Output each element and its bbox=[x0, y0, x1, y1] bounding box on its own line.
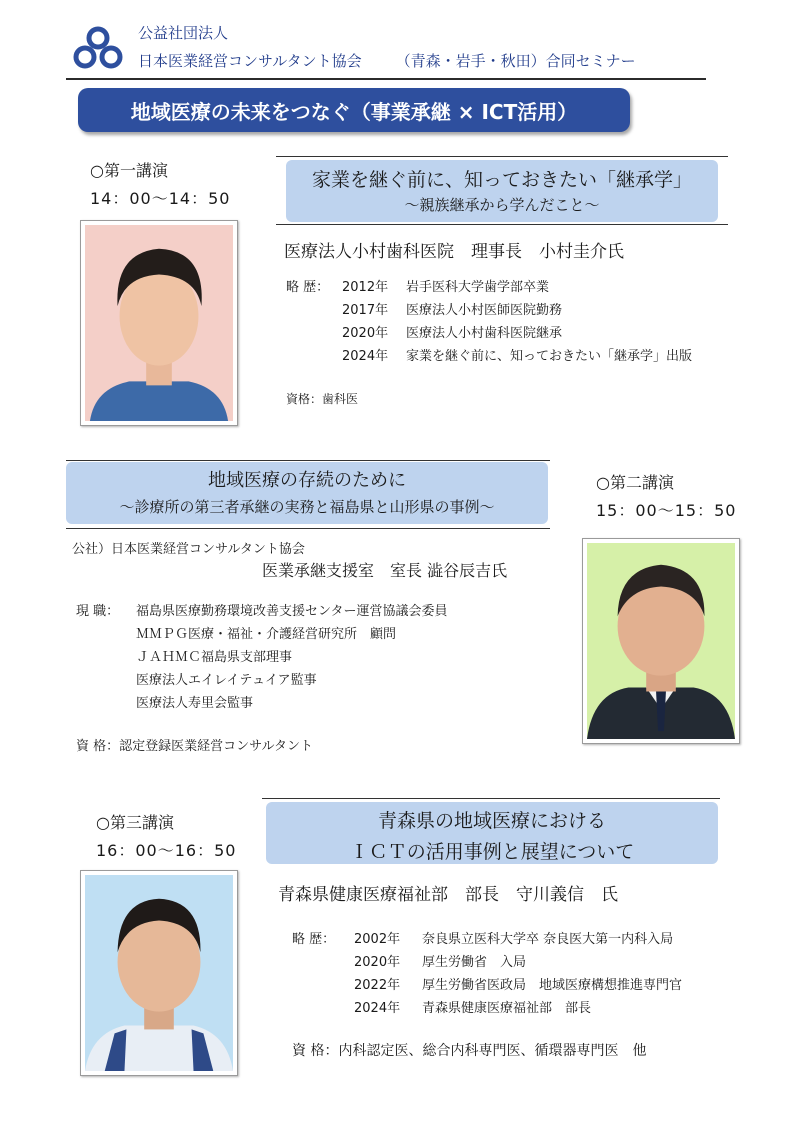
lecture2-topic-box bbox=[66, 462, 548, 524]
lecture2-speaker: 医業承継支援室 室長 澁谷辰吉氏 bbox=[262, 561, 508, 580]
career-item bbox=[76, 690, 447, 713]
lecture2-career bbox=[76, 598, 447, 713]
career-year: 2020年 bbox=[354, 955, 401, 970]
career-item bbox=[76, 644, 447, 667]
career-label: 略 歴： bbox=[292, 932, 336, 947]
career-year: 2020年 bbox=[342, 326, 389, 341]
career-item bbox=[76, 667, 447, 690]
career-item bbox=[292, 926, 682, 949]
lecture1-title: 家業を継ぐ前に、知っておきたい「継承学」 bbox=[311, 169, 692, 191]
career-label: 略 歴： bbox=[286, 280, 330, 295]
career-text: 厚生労働省 入局 bbox=[422, 955, 527, 970]
lecture1-time: 14：00〜14：50 bbox=[90, 189, 231, 208]
lecture3-speaker: 青森県健康医療福祉部 部長 守川義信 氏 bbox=[278, 885, 618, 905]
lecture2-subtitle: 〜診療所の第三者承継の実務と福島県と山形県の事例〜 bbox=[119, 498, 495, 516]
lecture2-qualification: 資 格：認定登録医業経営コンサルタント bbox=[76, 739, 313, 754]
career-item bbox=[292, 995, 682, 1018]
career-item bbox=[286, 320, 692, 343]
career-text: ＭＭＰＧ医療・福祉・介護経営研究所 顧問 bbox=[136, 627, 397, 642]
career-year: 2024年 bbox=[354, 1001, 401, 1016]
career-text: 医療法人寿里会監事 bbox=[136, 696, 254, 711]
career-label: 現 職： bbox=[76, 604, 120, 619]
lecture3-top-rule bbox=[262, 798, 720, 799]
career-text: 厚生労働省医政局 地域医療構想推進専門官 bbox=[422, 978, 683, 993]
lecture2-bottom-rule bbox=[66, 528, 550, 529]
lecture1-topic-box bbox=[286, 160, 718, 222]
header-divider bbox=[66, 78, 706, 80]
career-year: 2022年 bbox=[354, 978, 401, 993]
career-item bbox=[286, 343, 692, 366]
lecture1-career bbox=[286, 274, 692, 366]
org-name: 日本医業経営コンサルタント協会 bbox=[138, 52, 362, 70]
lecture3-topic-box bbox=[266, 802, 718, 864]
career-year: 2012年 bbox=[342, 280, 389, 295]
org-name-line bbox=[138, 50, 636, 71]
speaker1-photo bbox=[80, 220, 238, 426]
lecture3-title: 青森県の地域医療における bbox=[377, 810, 606, 832]
career-item bbox=[76, 621, 447, 644]
career-text: 家業を継ぐ前に、知っておきたい「継承学」出版 bbox=[406, 349, 693, 364]
main-title: 地域医療の未来をつなぐ（事業承継 × ICT活用） bbox=[78, 88, 630, 132]
lecture3-time: 16：00〜16：50 bbox=[96, 841, 237, 860]
lecture2-label: ○第二講演 bbox=[596, 473, 674, 492]
career-item bbox=[292, 972, 682, 995]
lecture3-subtitle: ＩＣＴの活用事例と展望について bbox=[349, 841, 635, 863]
career-text: 岩手医科大学歯学部卒業 bbox=[406, 280, 550, 295]
lecture1-bottom-rule bbox=[276, 224, 728, 225]
lecture3-label: ○第三講演 bbox=[96, 813, 174, 832]
association-logo-icon bbox=[72, 26, 124, 70]
career-item bbox=[286, 297, 692, 320]
career-year: 2017年 bbox=[342, 303, 389, 318]
lecture1-speaker: 医療法人小村歯科医院 理事長 小村圭介氏 bbox=[284, 242, 624, 262]
career-year: 2024年 bbox=[342, 349, 389, 364]
career-text: 奈良県立医科大学卒 奈良医大第一内科入局 bbox=[422, 932, 674, 947]
career-year: 2002年 bbox=[354, 932, 401, 947]
lecture1-top-rule bbox=[276, 156, 728, 157]
seminar-name: （青森・岩手・秋田）合同セミナー bbox=[395, 52, 636, 70]
lecture2-time: 15：00〜15：50 bbox=[596, 501, 737, 520]
career-text: 福島県医療勤務環境改善支援センター運営協議会委員 bbox=[136, 604, 448, 619]
career-item bbox=[76, 598, 447, 621]
career-text: 医療法人エイレイテュイア監事 bbox=[136, 673, 317, 688]
lecture2-title: 地域医療の存続のために bbox=[208, 470, 406, 491]
lecture3-career bbox=[292, 926, 682, 1018]
lecture1-qualification: 資格：歯科医 bbox=[286, 392, 359, 406]
lecture3-qualification: 資 格：内科認定医、総合内科専門医、循環器専門医 他 bbox=[292, 1043, 647, 1059]
speaker2-photo bbox=[582, 538, 740, 744]
career-text: 医療法人小村歯科医院継承 bbox=[406, 326, 563, 341]
career-item bbox=[286, 274, 692, 297]
career-text: 医療法人小村医師医院勤務 bbox=[406, 303, 563, 318]
lecture1-subtitle: 〜親族継承から学んだこと〜 bbox=[404, 196, 600, 214]
career-item bbox=[292, 949, 682, 972]
lecture2-top-rule bbox=[66, 460, 550, 461]
speaker3-photo bbox=[80, 870, 238, 1076]
lecture2-org: 公社）日本医業経営コンサルタント協会 bbox=[72, 542, 305, 557]
org-type: 公益社団法人 bbox=[138, 24, 229, 42]
career-text: ＪＡＨＭＣ福島県支部理事 bbox=[136, 650, 293, 665]
career-text: 青森県健康医療福祉部 部長 bbox=[422, 1001, 592, 1016]
lecture1-label: ○第一講演 bbox=[90, 161, 168, 180]
